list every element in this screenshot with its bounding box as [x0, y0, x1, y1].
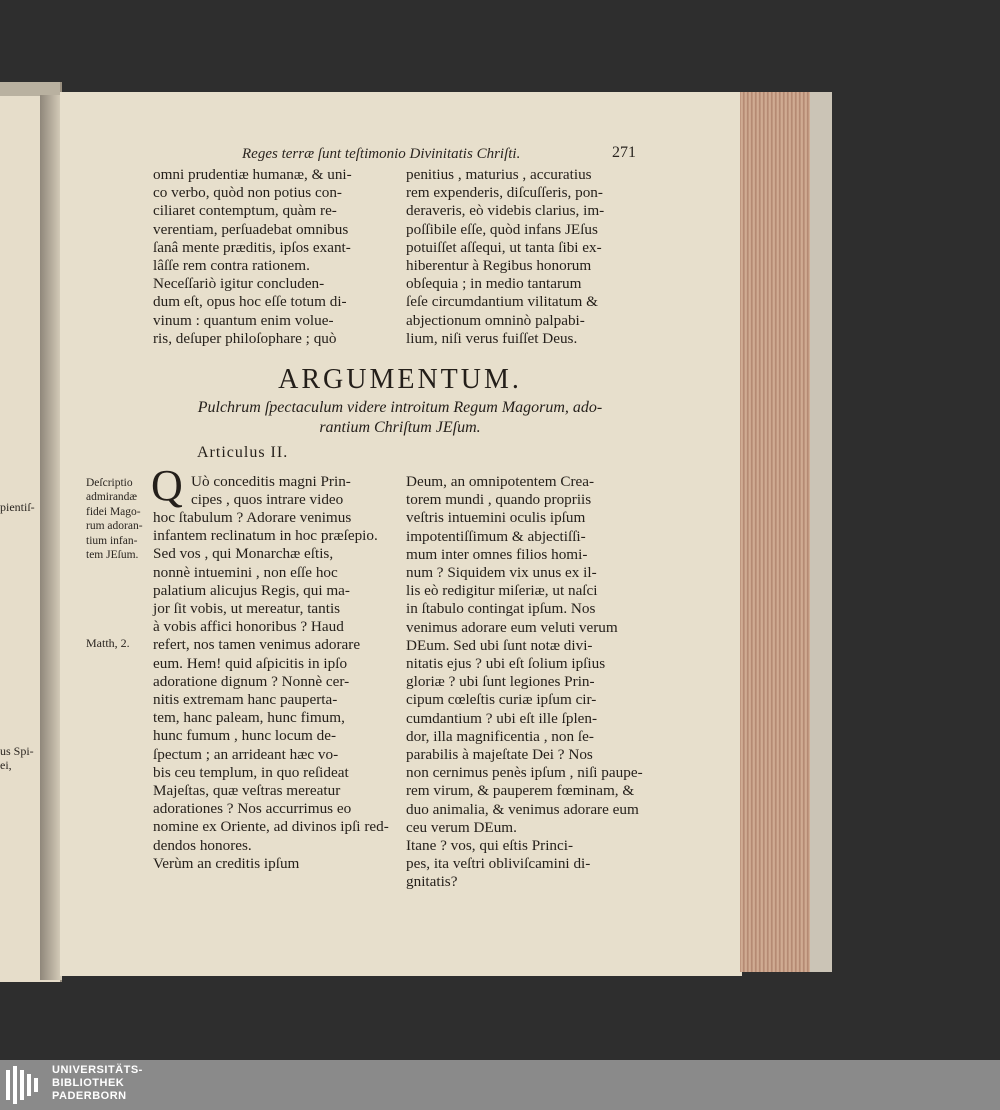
page-block-edge — [740, 92, 812, 972]
margin-note-2: Matth, 2. — [86, 636, 130, 650]
library-name-line-3: PADERBORN — [52, 1090, 127, 1102]
margin-note-1: Deſcriptio admirandæ fidei Mago- rum adoran- tium infan- tem JEſum. — [86, 477, 143, 562]
drop-cap: Q — [151, 461, 183, 510]
library-name-line-1: UNIVERSITÄTS- — [52, 1064, 143, 1076]
library-name-line-2: BIBLIOTHEK — [52, 1077, 125, 1089]
section-title: ARGUMENTUM. — [278, 364, 522, 395]
book-gutter — [40, 95, 62, 980]
column-4-body: Deum, an omnipotentem Crea- torem mundi , quando propriis veſtris intuemini oculis ipſum impotentiſſimum & abjectiſſi- mum inter omnes filios homi- num ? Siquidem vix unus ex il- lis eò redigitur miſeriæ, ut naſci in ſtabulo contingat ipſum. Nos venimus adorare eum veluti verum DEum. Sed ubi ſunt notæ divi- nitatis ejus ? ubi eſt ſolium ipſius gloriæ ? ubi ſunt legiones Prin- cipum cœleſtis curiæ ipſum cir- cumdantium ? ubi eſt ille ſplen- dor, illa magnificentia , non ſe- parabilis à majeſtate Dei ? Nos non cernimus penès ipſum , niſi paupe- rem virum, & pauperem fœminam, & duo animalia, & venimus adorare eum ceu verum DEum. Itane ? vos, qui eſtis Princi- pes, ita veſtri obliviſcamini di- gnitatis? — [406, 473, 643, 891]
column-3-first-lines: Uò conceditis magni Prin- cipes , quos intrare video — [191, 473, 351, 509]
article-heading: Articulus II. — [197, 444, 289, 461]
book-cover-edge — [810, 92, 832, 972]
column-1-top: omni prudentiæ humanæ, & uni- co verbo, quòd non potius con- ciliaret contemptum, quàm re- verentiam, perſuadebat omnibus ſanâ mente præditis, ipſos exant- lâſſe rem contra rationem. Neceſſariò igitur concluden- dum eſt, opus hoc eſſe totum di- vinum : quantum enim volue- ris, deſuper philoſophare ; quò — [153, 166, 352, 347]
running-title: Reges terræ ſunt teſtimonio Divinitatis Chriſti. — [242, 146, 521, 162]
library-name — [52, 1064, 143, 1103]
column-3-body: hoc ſtabulum ? Adorare venimus infantem reclinatum in hoc præſepio. Sed vos , qui Monarchæ eſtis, nonnè intuemini , non eſſe hoc palatium alicujus Regis, qui ma- jor ſit vobis, ut mereatur, tantis à vobis affici honoribus ? Haud refert, nos tamen venimus adorare eum. Hem! quid aſpicitis in ipſo adoratione dignum ? Nonnè cer- nitis extremam hanc pauperta- tem, hanc paleam, hunc fimum, hunc fumum , hunc locum de- ſpectum ; an arrideant hæc vo- bis ceu templum, in quo reſideat Majeſtas, quæ veſtras mereatur adorationes ? Nos accurrimus eo nomine ex Oriente, ad divinos ipſi red- dendos honores. Verùm an creditis ipſum — [153, 509, 389, 872]
column-2-top: penitius , maturius , accuratius rem expenderis, diſcuſſeris, pon- deraveris, eò videbis clarius, im- poſſibile eſſe, quòd infans JEſus potuiſſet aſſequi, ut tanta ſibi ex- hiberentur à Regibus honorum obſequia ; in medio tantarum ſeſe circumdantium vilitatum & abjectionum omninò palpabi- lium, niſi verus fuiſſet Deus. — [406, 166, 605, 347]
left-page-top-edge — [0, 82, 60, 96]
left-page-fragment-2: us Spi- ei, — [0, 744, 34, 772]
library-logo-icon — [4, 1064, 44, 1106]
library-footer — [0, 1060, 1000, 1110]
page-number: 271 — [612, 144, 636, 161]
section-subtitle: Pulchrum ſpectaculum videre introitum Regum Magorum, ado- rantium Chriſtum JEſum. — [197, 399, 603, 436]
left-page-fragment-1: pientiſ- — [0, 500, 35, 514]
